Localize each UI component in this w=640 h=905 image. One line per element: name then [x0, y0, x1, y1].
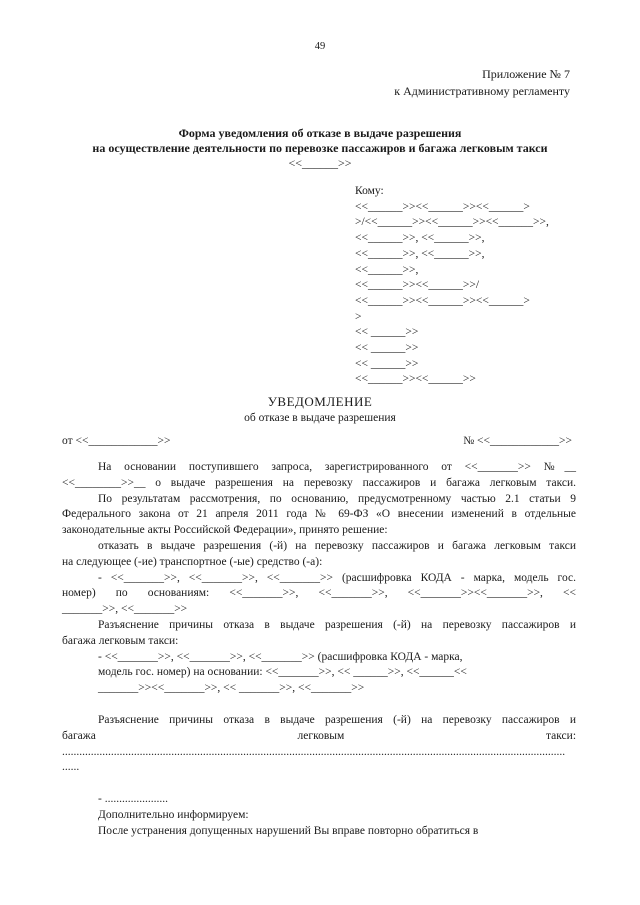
recipient-line: << ______>>	[355, 342, 419, 355]
appendix-header	[394, 66, 570, 100]
date-line: от <<____________>>	[62, 435, 171, 447]
recipient-line: >/<<______>><<______>><<______>>,	[355, 216, 549, 229]
recipient-block	[355, 184, 549, 388]
form-title-placeholder: <<______>>	[288, 156, 352, 170]
spacer	[62, 697, 576, 713]
word: выдаче	[280, 713, 315, 726]
word: причины	[169, 713, 214, 726]
body-line: законодательные акты Российской Федерации», принято решение:	[62, 524, 388, 537]
dotted-bullet-line: - ......................	[98, 793, 168, 806]
word: (-й)	[393, 713, 411, 726]
recipient-label: Кому:	[355, 185, 384, 197]
recipient-line: >	[355, 310, 362, 323]
form-title-line-1: Форма уведомления об отказе в выдаче разрешения	[178, 126, 462, 140]
recipient-line: <<______>><<______>><<______>	[355, 200, 530, 213]
body-line: Разъяснение причины отказа в выдаче разрешения (-й) на перевозку пассажиров и	[98, 618, 576, 631]
word: и	[569, 713, 577, 726]
body-line: На основании поступившего запроса, зарегистрированного от <<_______>> №__	[98, 461, 576, 473]
appendix-regulation: к Административному регламенту	[394, 84, 570, 98]
body-line: багажа легковым такси:	[62, 634, 179, 647]
notice-subheading: об отказе в выдаче разрешения	[244, 412, 396, 424]
body-line: - <<_______>>, <<_______>>, <<_______>> (расшифровка КОДА - марка, модель гос.	[98, 571, 576, 584]
word: пассажиров	[501, 713, 560, 726]
notice-heading: УВЕДОМЛЕНИЕ	[267, 394, 373, 409]
recipient-line: <<______>>,	[355, 263, 419, 276]
page-number: 49	[314, 41, 326, 52]
word: отказа	[223, 713, 255, 726]
word: такси:	[545, 729, 577, 742]
notice-body	[62, 460, 576, 840]
body-line: - <<_______>>, <<_______>>, <<_______>> (расшифровка КОДА - марка,	[98, 650, 463, 663]
word: разрешения	[325, 713, 383, 726]
recipient-line: <<______>>, <<______>>,	[355, 247, 485, 260]
recipient-line: <<______>><<______>>/	[355, 279, 480, 292]
body-line: на следующее (-ие) транспортное (-ые) средство (-а):	[62, 555, 323, 568]
body-line: _______>><<_______>>, << _______>>, <<_______>>	[98, 682, 365, 695]
recipient-line: << ______>>	[355, 326, 419, 339]
word: на	[421, 713, 433, 726]
word: багажа	[62, 729, 96, 742]
spacer	[62, 776, 576, 792]
recipient-line: <<______>><<______>><<______>	[355, 294, 530, 307]
body-line: После устранения допущенных нарушений Вы вправе повторно обратиться в	[98, 824, 479, 837]
body-line: отказать в выдаче разрешения (-й) на перевозку пассажиров и багажа легковым такси	[98, 539, 576, 552]
number-line: № <<____________>>	[463, 435, 572, 447]
body-line: модель гос. номер) на основании: <<_______>>, << ______>>, <<______<<	[98, 666, 467, 679]
body-line: Федерального закона от 21 апреля 2011 года № 69-ФЗ «О внесении изменений в отдельные	[62, 508, 576, 521]
body-line: Дополнительно информируем:	[98, 808, 249, 821]
word: легковым	[297, 729, 345, 742]
recipient-line: <<______>><<______>>	[355, 373, 476, 386]
body-line: По результатам рассмотрения, по основанию, предусмотренному частью 2.1 статьи 9	[98, 492, 576, 505]
form-title	[0, 126, 640, 171]
short-dotted-line: ......	[62, 761, 80, 774]
body-line-reason	[62, 713, 576, 729]
word: перевозку	[442, 713, 492, 726]
word: в	[264, 713, 270, 726]
body-line: номер) по основаниям: <<_______>>, <<_______>>, <<_______>><<_______>>, <<	[62, 587, 576, 600]
body-line: <<________>>__ о выдаче разрешения на перевозку пассажиров и багажа легковым такси.	[62, 476, 576, 489]
recipient-line: << ______>>	[355, 357, 419, 370]
word: Разъяснение	[98, 713, 159, 726]
body-line-reason-2	[62, 729, 576, 745]
appendix-number: Приложение № 7	[482, 67, 570, 81]
body-line: _______>>, <<_______>>	[62, 603, 188, 616]
recipient-line: <<______>>, <<______>>,	[355, 232, 485, 245]
notice-heading-block	[0, 394, 640, 424]
dotted-fill-line: ...............................................................................................................................................................................	[62, 745, 566, 758]
form-title-line-2: на осуществление деятельности по перевозке пассажиров и багажа легковым такси	[92, 141, 548, 155]
